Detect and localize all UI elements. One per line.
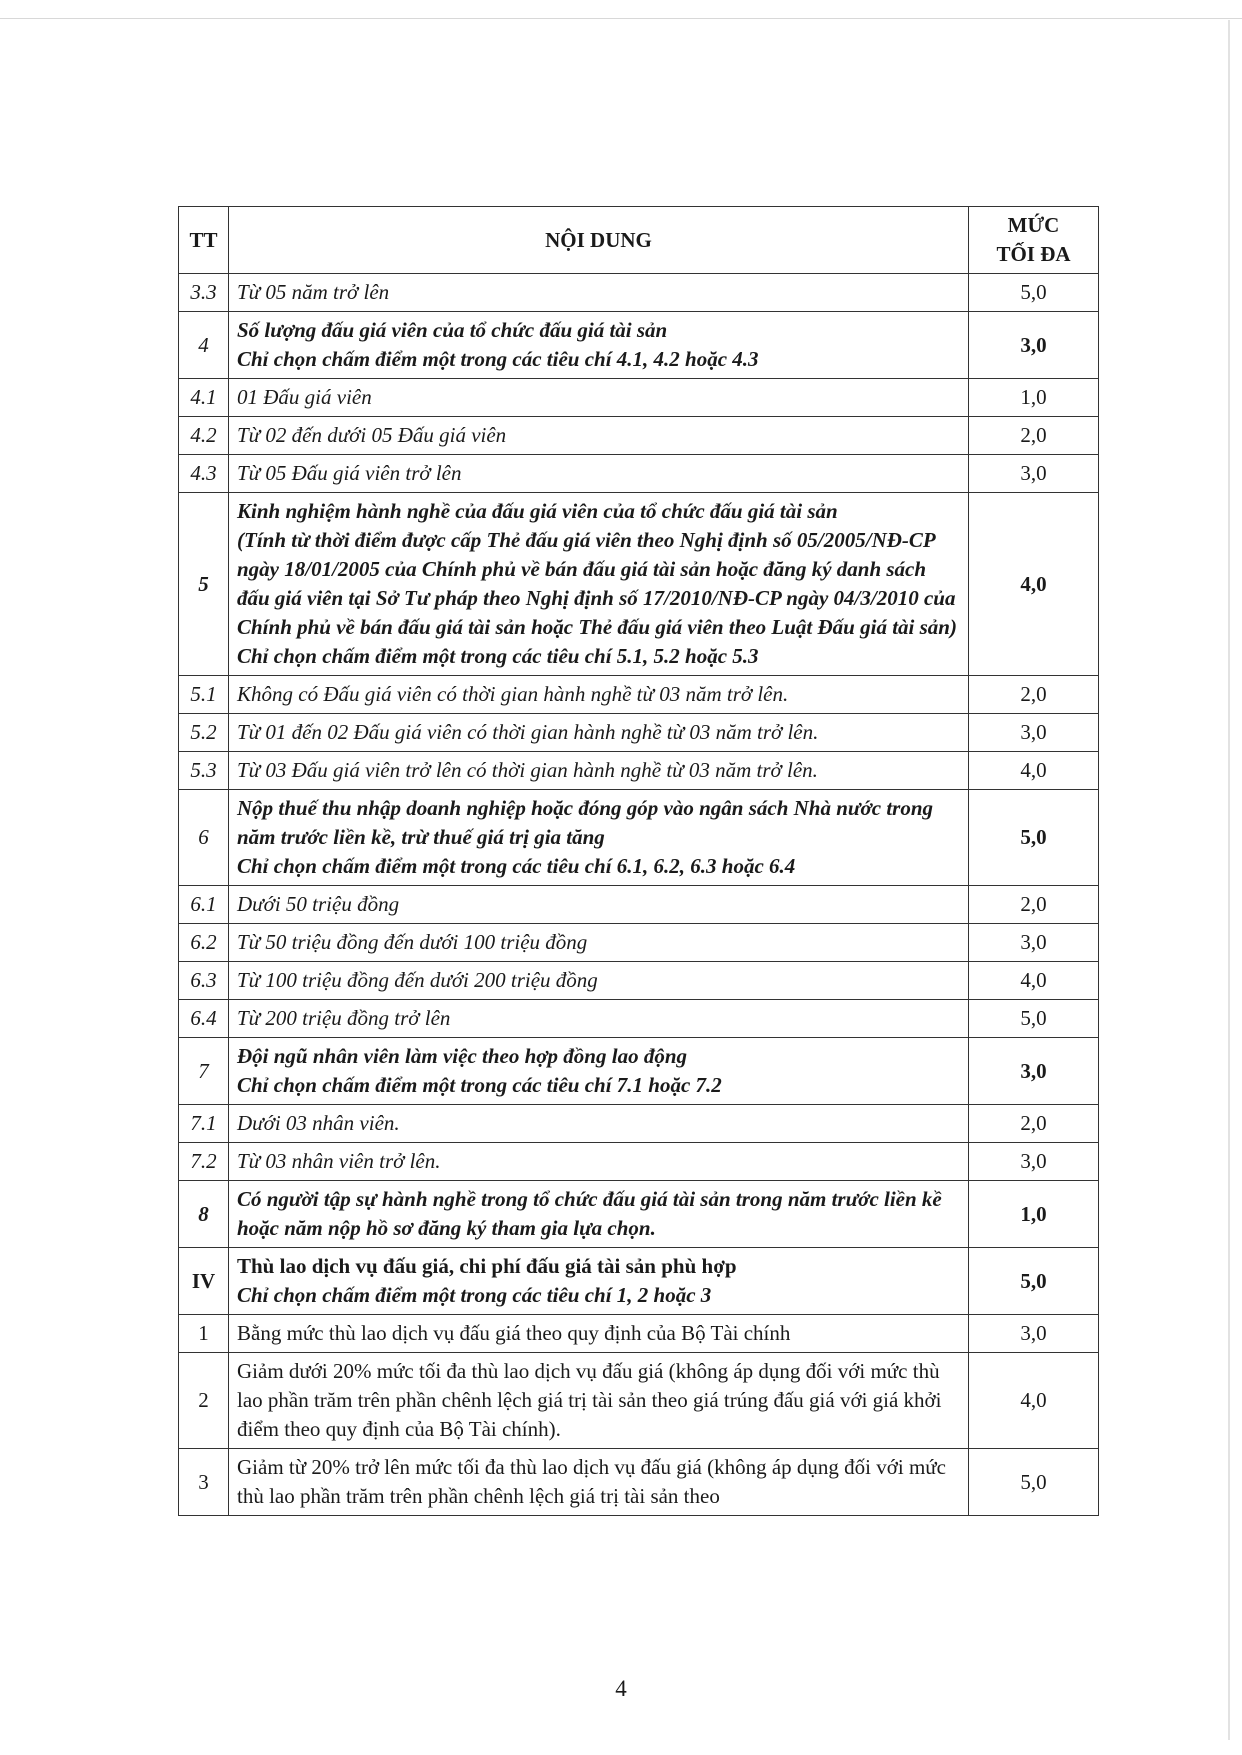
row-max-score: 4,0 [969,752,1099,790]
row-content: Bằng mức thù lao dịch vụ đấu giá theo quy định của Bộ Tài chính [229,1315,969,1353]
row-content: Từ 50 triệu đồng đến dưới 100 triệu đồng [229,924,969,962]
table-header-row [179,207,1099,274]
table-row [179,1315,1099,1353]
row-number: 2 [179,1353,229,1449]
row-max-score: 5,0 [969,1248,1099,1315]
row-max-score: 5,0 [969,1000,1099,1038]
row-content: Từ 200 triệu đồng trở lên [229,1000,969,1038]
table-row [179,714,1099,752]
row-content [229,1248,969,1315]
row-max-score: 1,0 [969,1181,1099,1248]
row-content [229,312,969,379]
row-content: Từ 100 triệu đồng đến dưới 200 triệu đồng [229,962,969,1000]
row-max-score: 5,0 [969,790,1099,886]
table-row [179,886,1099,924]
header-max-line2: TỐI ĐA [996,242,1071,266]
row-max-score: 4,0 [969,962,1099,1000]
criterion-note: (Tính từ thời điểm được cấp Thẻ đấu giá viên theo Nghị định số 05/2005/NĐ-CP ngày 18/01/2005 của Chính phủ về bán đấu giá tài sản hoặc đăng ký danh sách đấu giá viên tại Sở Tư pháp theo Nghị định số 17/2010/NĐ-CP ngày 04/3/2010 của Chính phủ về bán đấu giá tài sản hoặc Thẻ đấu giá viên theo Luật Đấu giá tài sản) [237,528,957,639]
scan-edge-right [1228,20,1230,1740]
table-row [179,274,1099,312]
criterion-instruction: Chỉ chọn chấm điểm một trong các tiêu chí 5.1, 5.2 hoặc 5.3 [237,644,759,668]
row-number: 3.3 [179,274,229,312]
row-content: Từ 03 nhân viên trở lên. [229,1143,969,1181]
row-max-score: 5,0 [969,1449,1099,1516]
row-number: 5.2 [179,714,229,752]
row-number: 7.2 [179,1143,229,1181]
row-number: 4.3 [179,455,229,493]
row-content: 01 Đấu giá viên [229,379,969,417]
row-number: 4.1 [179,379,229,417]
header-max-line1: MỨC [1007,213,1060,237]
criterion-title: Thù lao dịch vụ đấu giá, chi phí đấu giá tài sản phù hợp [237,1254,737,1278]
row-max-score: 3,0 [969,1143,1099,1181]
row-content: Dưới 03 nhân viên. [229,1105,969,1143]
row-max-score: 2,0 [969,1105,1099,1143]
row-number: 6.2 [179,924,229,962]
row-number: IV [179,1248,229,1315]
table-row [179,1143,1099,1181]
row-max-score: 3,0 [969,1038,1099,1105]
table-row [179,1248,1099,1315]
row-number: 3 [179,1449,229,1516]
row-number: 6.3 [179,962,229,1000]
row-content [229,493,969,676]
criterion-instruction: Chỉ chọn chấm điểm một trong các tiêu chí 1, 2 hoặc 3 [237,1283,712,1307]
row-number: 6.4 [179,1000,229,1038]
row-number: 4 [179,312,229,379]
criterion-instruction: Chỉ chọn chấm điểm một trong các tiêu chí 6.1, 6.2, 6.3 hoặc 6.4 [237,854,796,878]
scoring-criteria-table [178,206,1099,1516]
criterion-title: Kinh nghiệm hành nghề của đấu giá viên của tổ chức đấu giá tài sản [237,499,838,523]
table-row [179,1000,1099,1038]
row-max-score: 2,0 [969,886,1099,924]
row-content: Từ 05 năm trở lên [229,274,969,312]
row-max-score: 2,0 [969,417,1099,455]
criterion-instruction: Chỉ chọn chấm điểm một trong các tiêu chí 4.1, 4.2 hoặc 4.3 [237,347,759,371]
row-number: 5.3 [179,752,229,790]
table-row [179,417,1099,455]
row-content: Không có Đấu giá viên có thời gian hành nghề từ 03 năm trở lên. [229,676,969,714]
row-content: Giảm từ 20% trở lên mức tối đa thù lao dịch vụ đấu giá (không áp dụng đối với mức thù lao phần trăm trên phần chênh lệch giá trị tài sản theo [229,1449,969,1516]
row-max-score: 1,0 [969,379,1099,417]
row-max-score: 3,0 [969,924,1099,962]
row-max-score: 3,0 [969,1315,1099,1353]
header-tt: TT [179,207,229,274]
row-number: 6.1 [179,886,229,924]
table-row [179,752,1099,790]
criterion-title: Số lượng đấu giá viên của tổ chức đấu giá tài sản [237,318,668,342]
row-number: 7 [179,1038,229,1105]
row-number: 5.1 [179,676,229,714]
row-content: Từ 02 đến dưới 05 Đấu giá viên [229,417,969,455]
row-number: 5 [179,493,229,676]
table-row [179,455,1099,493]
header-max-score [969,207,1099,274]
table-row [179,790,1099,886]
row-max-score: 2,0 [969,676,1099,714]
header-content: NỘI DUNG [229,207,969,274]
row-number: 8 [179,1181,229,1248]
table-row [179,1181,1099,1248]
criterion-instruction: Chỉ chọn chấm điểm một trong các tiêu chí 7.1 hoặc 7.2 [237,1073,722,1097]
row-number: 4.2 [179,417,229,455]
table-row [179,1105,1099,1143]
row-content: Từ 03 Đấu giá viên trở lên có thời gian hành nghề từ 03 năm trở lên. [229,752,969,790]
row-max-score: 3,0 [969,714,1099,752]
row-max-score: 3,0 [969,455,1099,493]
row-number: 6 [179,790,229,886]
scan-edge-top [0,18,1242,19]
table-row [179,962,1099,1000]
row-number: 7.1 [179,1105,229,1143]
row-content: Từ 01 đến 02 Đấu giá viên có thời gian hành nghề từ 03 năm trở lên. [229,714,969,752]
row-content: Từ 05 Đấu giá viên trở lên [229,455,969,493]
row-content: Giảm dưới 20% mức tối đa thù lao dịch vụ đấu giá (không áp dụng đối với mức thù lao phần trăm trên phần chênh lệch giá trị tài sản theo giá trúng đấu giá với giá khởi điểm theo quy định của Bộ Tài chính). [229,1353,969,1449]
table-row [179,379,1099,417]
row-max-score: 5,0 [969,274,1099,312]
table-row [179,676,1099,714]
row-max-score: 3,0 [969,312,1099,379]
criterion-title: Nộp thuế thu nhập doanh nghiệp hoặc đóng góp vào ngân sách Nhà nước trong năm trước liền kề, trừ thuế giá trị gia tăng [237,796,934,849]
table-row [179,493,1099,676]
criterion-title: Đội ngũ nhân viên làm việc theo hợp đồng lao động [237,1044,687,1068]
page-number: 4 [615,1676,627,1701]
row-content: Dưới 50 triệu đồng [229,886,969,924]
table-row [179,924,1099,962]
row-content [229,1038,969,1105]
row-number: 1 [179,1315,229,1353]
row-max-score: 4,0 [969,493,1099,676]
row-max-score: 4,0 [969,1353,1099,1449]
table-row [179,1449,1099,1516]
table-row [179,1353,1099,1449]
table-row [179,1038,1099,1105]
row-content: Có người tập sự hành nghề trong tổ chức đấu giá tài sản trong năm trước liền kề hoặc năm nộp hồ sơ đăng ký tham gia lựa chọn. [229,1181,969,1248]
row-content [229,790,969,886]
table-row [179,312,1099,379]
